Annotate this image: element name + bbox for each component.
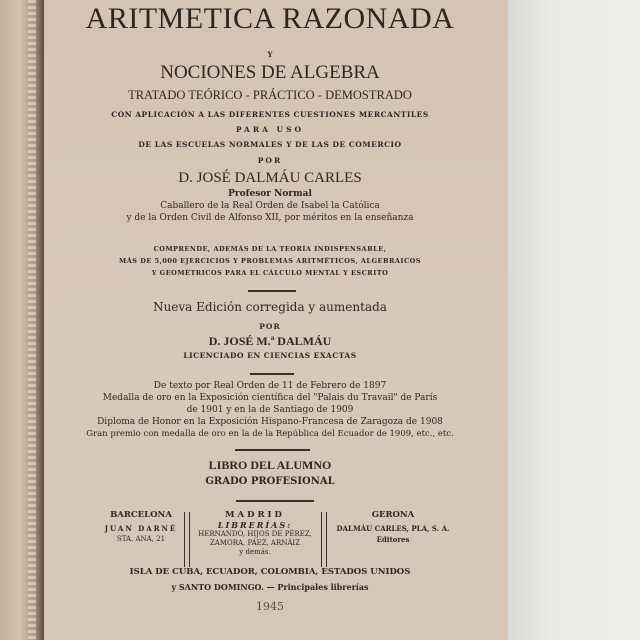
award-4: Diploma de Honor en la Exposición Hispano-Francesa de Zaragoza de 1908 bbox=[97, 417, 443, 427]
por-label-2: POR bbox=[259, 322, 281, 331]
countries-line-1: ISLA DE CUBA, ECUADOR, COLOMBIA, ESTADOS UNIDOS bbox=[129, 567, 411, 577]
conjunction: Y bbox=[267, 50, 273, 59]
bookstores-label: LIBRERÍAS: bbox=[217, 520, 293, 530]
edition-line: Nueva Edición corregida y aumentada bbox=[153, 300, 387, 314]
grade: GRADO PROFESIONAL bbox=[205, 476, 335, 487]
publisher-name: DALMÁU CARLES, PLA, S. A. bbox=[336, 524, 450, 533]
publisher-role: Editores bbox=[376, 535, 410, 544]
city: BARCELONA bbox=[110, 510, 172, 520]
editor: D. JOSÉ M.ª DALMÁU bbox=[208, 334, 332, 348]
award-2: Medalla de oro en la Exposición científica del "Palais du Travail" de París bbox=[102, 393, 438, 403]
award-1: De texto por Real Orden de 11 de Febrero de 1897 bbox=[153, 381, 387, 391]
countries-line-2: y SANTO DOMINGO. — Principales librerías bbox=[171, 582, 369, 592]
publisher-gerona bbox=[328, 510, 458, 544]
por-label: POR bbox=[257, 156, 283, 165]
bookstores-line-3: y demás. bbox=[239, 548, 271, 556]
divider bbox=[235, 449, 310, 451]
editor-title: LICENCIADO EN CIENCIAS EXACTAS bbox=[183, 351, 357, 360]
publisher-barcelona bbox=[100, 510, 182, 544]
bookstores-line-2: ZAMORA, PÁEZ, ARNÁIZ bbox=[209, 539, 301, 547]
column-separator bbox=[321, 512, 327, 567]
city: MADRID bbox=[225, 510, 285, 520]
bookstores-line-1: HERNANDO, HIJOS DE PÉREZ, bbox=[198, 530, 312, 538]
honor-line-1: Caballero de la Real Orden de Isabel la Católica bbox=[160, 201, 380, 211]
author: D. JOSÉ DALMÁU CARLES bbox=[178, 170, 362, 186]
spine-edge bbox=[28, 0, 36, 640]
contents-line-1: COMPRENDE, ADEMÁS DE LA TEORÍA INDISPENSABLE, bbox=[153, 245, 387, 253]
publisher-address: STA. ANA, 21 bbox=[116, 535, 166, 543]
publisher-name: JUAN DARNÉ bbox=[104, 524, 178, 533]
para-uso: PARA USO bbox=[235, 125, 305, 134]
book-spine bbox=[0, 0, 44, 640]
application-line: CON APLICACIÓN A LAS DIFERENTES CUESTIONES MERCANTILES bbox=[111, 110, 429, 119]
publication-year: 1945 bbox=[256, 600, 284, 613]
divider bbox=[248, 290, 296, 292]
award-3: de 1901 y en la de Santiago de 1909 bbox=[186, 405, 354, 415]
author-title: Profesor Normal bbox=[228, 189, 312, 199]
divider bbox=[250, 373, 294, 375]
schools-line: DE LAS ESCUELAS NORMALES Y DE LAS DE COMERCIO bbox=[138, 140, 402, 149]
background bbox=[500, 0, 640, 640]
treatise-line: TRATADO TEÓRICO - PRÁCTICO - DEMOSTRADO bbox=[128, 88, 412, 102]
contents-line-2: MÁS DE 5,000 EJERCICIOS Y PROBLEMAS ARITMÉTICOS, ALGEBRAICOS bbox=[119, 257, 421, 265]
contents-line-3: Y GEOMÉTRICOS PARA EL CÁLCULO MENTAL Y ESCRITO bbox=[151, 269, 389, 277]
book-type: LIBRO DEL ALUMNO bbox=[208, 458, 332, 472]
publisher-madrid bbox=[190, 510, 320, 557]
divider bbox=[236, 500, 314, 502]
book-title: ARITMETICA RAZONADA bbox=[85, 2, 455, 35]
subtitle: NOCIONES DE ALGEBRA bbox=[160, 62, 380, 83]
award-5: Gran premio con medalla de oro en la de la República del Ecuador de 1909, etc., etc. bbox=[86, 429, 454, 439]
honor-line-2: y de la Orden Civil de Alfonso XII, por méritos en la enseñanza bbox=[126, 213, 414, 223]
city: GERONA bbox=[371, 510, 415, 520]
